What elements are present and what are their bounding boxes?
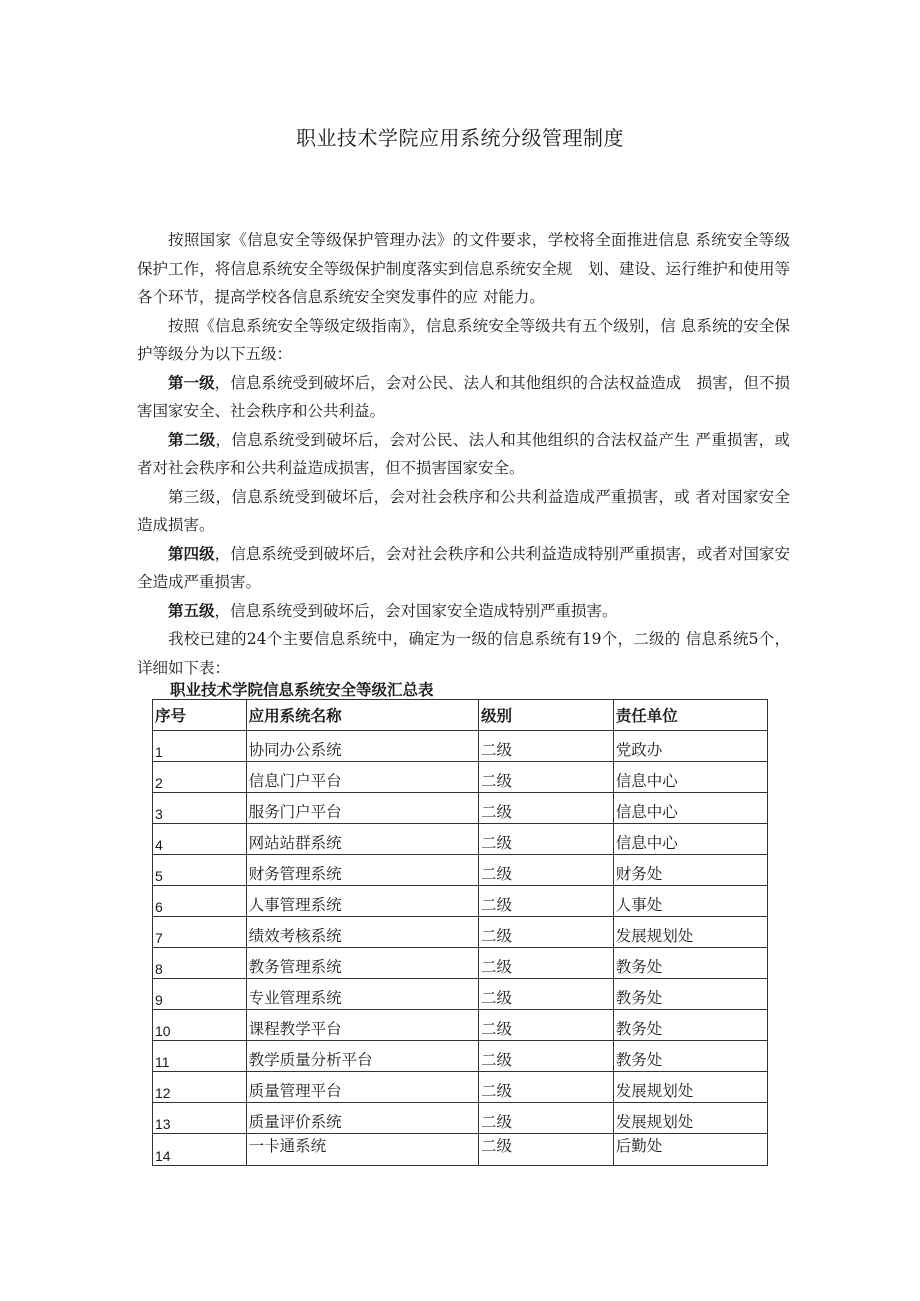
cell-serial-number: 4 xyxy=(153,824,247,855)
summary-paragraph: 我校已建的24个主要信息系统中，确定为一级的信息系统有19个，二级的 信息系统5个，详细如下表： xyxy=(137,630,790,677)
table-row xyxy=(153,1134,768,1166)
level-description: ，信息系统受到破坏后，会对社会秩序和公共利益造成特别严重损害，或者对国家安全造成严重损害。 xyxy=(137,544,790,591)
table-row xyxy=(153,979,768,1010)
table-row xyxy=(153,917,768,948)
cell-level: 二级 xyxy=(479,762,614,793)
level-2-paragraph xyxy=(137,426,790,483)
document-title: 职业技术学院应用系统分级管理制度 xyxy=(296,126,624,150)
level-4-paragraph xyxy=(137,540,790,597)
table-row xyxy=(153,824,768,855)
cell-serial-number: 5 xyxy=(153,855,247,886)
table-row xyxy=(153,793,768,824)
cell-system-name: 绩效考核系统 xyxy=(246,917,478,948)
cell-serial-number: 14 xyxy=(153,1134,247,1166)
grading-guide-paragraph: 按照《信息系统安全等级定级指南》，信息系统安全等级共有五个级别，信 息系统的安全保护等级分为以下五级： xyxy=(137,316,790,363)
level-label: 第一级 xyxy=(168,373,215,392)
table-row xyxy=(153,1103,768,1134)
cell-system-name: 教学质量分析平台 xyxy=(246,1041,478,1072)
cell-serial-number: 11 xyxy=(153,1041,247,1072)
cell-level: 二级 xyxy=(479,855,614,886)
cell-serial-number: 7 xyxy=(153,917,247,948)
cell-level: 二级 xyxy=(479,1010,614,1041)
cell-responsible-unit: 教务处 xyxy=(613,1010,767,1041)
cell-responsible-unit: 财务处 xyxy=(613,855,767,886)
cell-level: 二级 xyxy=(479,948,614,979)
intro-paragraph: 按照国家《信息安全等级保护管理办法》的文件要求，学校将全面推进信息 系统安全等级保护工作，将信息系统安全等级保护制度落实到信息系统安全规 划、建设、运行维护和使用等各个环节，提高学校各信息系统安全突发事件的应 对能力。 xyxy=(137,231,790,306)
cell-level: 二级 xyxy=(479,886,614,917)
cell-system-name: 课程教学平台 xyxy=(246,1010,478,1041)
level-description: ，信息系统受到破坏后，会对公民、法人和其他组织的合法权益产生 严重损害，或者对社会秩序和公共利益造成损害，但不损害国家安全。 xyxy=(137,430,790,477)
cell-serial-number: 6 xyxy=(153,886,247,917)
cell-serial-number: 2 xyxy=(153,762,247,793)
level-label: 第二级 xyxy=(168,430,216,449)
cell-serial-number: 1 xyxy=(153,731,247,762)
level-1-paragraph xyxy=(137,369,790,426)
cell-responsible-unit: 教务处 xyxy=(613,1041,767,1072)
cell-responsible-unit: 信息中心 xyxy=(613,762,767,793)
level-description: ，信息系统受到破坏后，会对社会秩序和公共利益造成严重损害，或 者对国家安全造成损害。 xyxy=(137,487,790,534)
cell-system-name: 一卡通系统 xyxy=(246,1134,478,1166)
header-system-name: 应用系统名称 xyxy=(246,700,478,731)
level-description: ，信息系统受到破坏后，会对公民、法人和其他组织的合法权益造成 损害，但不损害国家安全、社会秩序和公共利益。 xyxy=(137,373,790,420)
header-level: 级别 xyxy=(479,700,614,731)
cell-system-name: 财务管理系统 xyxy=(246,855,478,886)
cell-responsible-unit: 人事处 xyxy=(613,886,767,917)
cell-system-name: 质量管理平台 xyxy=(246,1072,478,1103)
table-row xyxy=(153,762,768,793)
cell-system-name: 网站站群系统 xyxy=(246,824,478,855)
cell-level: 二级 xyxy=(479,1072,614,1103)
cell-level: 二级 xyxy=(479,793,614,824)
document-body xyxy=(137,226,790,682)
cell-responsible-unit: 发展规划处 xyxy=(613,1103,767,1134)
cell-responsible-unit: 党政办 xyxy=(613,731,767,762)
cell-level: 二级 xyxy=(479,731,614,762)
level-label: 第五级 xyxy=(168,601,215,620)
cell-responsible-unit: 信息中心 xyxy=(613,793,767,824)
cell-level: 二级 xyxy=(479,979,614,1010)
cell-level: 二级 xyxy=(479,917,614,948)
cell-level: 二级 xyxy=(479,1041,614,1072)
table-header-row xyxy=(153,700,768,731)
level-description: ，信息系统受到破坏后，会对国家安全造成特别严重损害。 xyxy=(214,601,618,620)
cell-system-name: 质量评价系统 xyxy=(246,1103,478,1134)
cell-system-name: 信息门户平台 xyxy=(246,762,478,793)
level-3-paragraph xyxy=(137,483,790,540)
cell-serial-number: 9 xyxy=(153,979,247,1010)
table-row xyxy=(153,948,768,979)
level-label: 第四级 xyxy=(168,544,215,563)
cell-system-name: 协同办公系统 xyxy=(246,731,478,762)
table-row xyxy=(153,1010,768,1041)
cell-responsible-unit: 后勤处 xyxy=(613,1134,767,1166)
cell-system-name: 服务门户平台 xyxy=(246,793,478,824)
cell-responsible-unit: 教务处 xyxy=(613,979,767,1010)
cell-serial-number: 8 xyxy=(153,948,247,979)
cell-serial-number: 13 xyxy=(153,1103,247,1134)
cell-responsible-unit: 发展规划处 xyxy=(613,917,767,948)
cell-level: 二级 xyxy=(479,1103,614,1134)
cell-system-name: 教务管理系统 xyxy=(246,948,478,979)
level-label: 第三级 xyxy=(168,487,216,506)
table-caption: 职业技术学院信息系统安全等级汇总表 xyxy=(170,681,434,699)
header-responsible-unit: 责任单位 xyxy=(613,700,767,731)
header-serial-number: 序号 xyxy=(153,700,247,731)
table-row xyxy=(153,1072,768,1103)
cell-serial-number: 12 xyxy=(153,1072,247,1103)
cell-level: 二级 xyxy=(479,824,614,855)
table-row xyxy=(153,886,768,917)
cell-responsible-unit: 教务处 xyxy=(613,948,767,979)
level-5-paragraph xyxy=(137,597,790,626)
cell-system-name: 人事管理系统 xyxy=(246,886,478,917)
table-row xyxy=(153,855,768,886)
table-row xyxy=(153,731,768,762)
cell-serial-number: 10 xyxy=(153,1010,247,1041)
security-grade-table xyxy=(152,699,768,1166)
cell-level: 二级 xyxy=(479,1134,614,1166)
cell-responsible-unit: 发展规划处 xyxy=(613,1072,767,1103)
cell-system-name: 专业管理系统 xyxy=(246,979,478,1010)
table-row xyxy=(153,1041,768,1072)
cell-serial-number: 3 xyxy=(153,793,247,824)
table-body xyxy=(153,731,768,1166)
cell-responsible-unit: 信息中心 xyxy=(613,824,767,855)
